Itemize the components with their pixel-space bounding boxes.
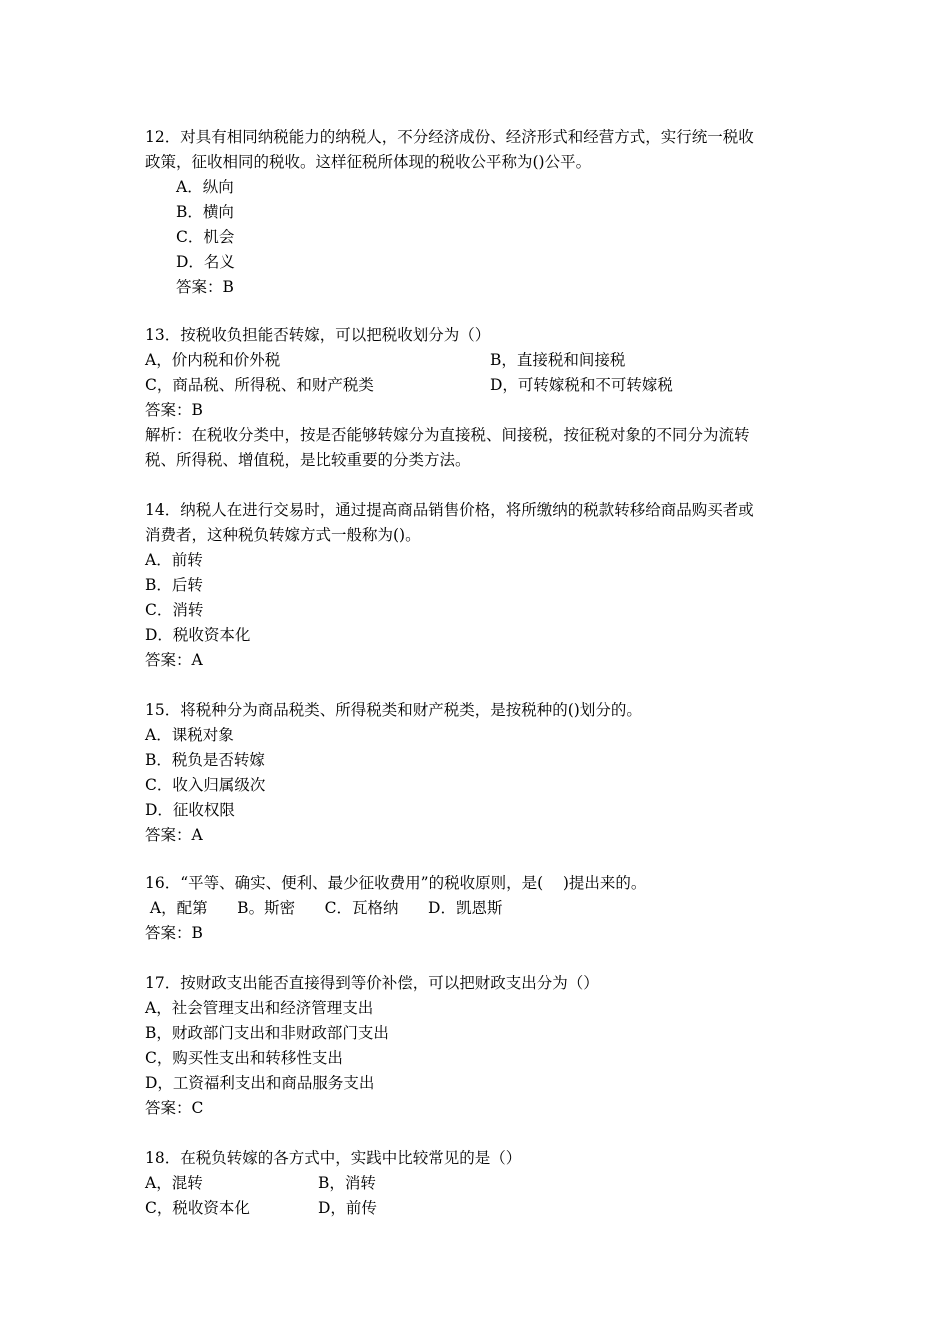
q13-analysis-line1: 解析：在税收分类中，按是否能够转嫁分为直接税、间接税，按征税对象的不同分为流转 bbox=[145, 426, 750, 444]
q14-option-a: A．前转 bbox=[145, 551, 203, 569]
q14-stem-line1: 14．纳税人在进行交易时，通过提高商品销售价格，将所缴纳的税款转移给商品购买者或 bbox=[145, 501, 754, 519]
q17-answer: 答案：C bbox=[145, 1099, 204, 1117]
q16-answer: 答案：B bbox=[145, 924, 203, 942]
q17-option-a: A，社会管理支出和经济管理支出 bbox=[145, 999, 374, 1017]
q15-option-c: C．收入归属级次 bbox=[145, 776, 266, 794]
q15-stem: 15．将税种分为商品税类、所得税类和财产税类，是按税种的()划分的。 bbox=[145, 701, 642, 719]
q14-option-b: B．后转 bbox=[145, 576, 203, 594]
q12-option-c: C．机会 bbox=[176, 228, 235, 246]
q13-option-a: A，价内税和价外税 bbox=[145, 351, 281, 369]
q18-option-a: A，混转 bbox=[145, 1174, 203, 1192]
q13-answer: 答案：B bbox=[145, 401, 203, 419]
q13-stem: 13．按税收负担能否转嫁，可以把税收划分为（） bbox=[145, 326, 491, 344]
q14-option-d: D．税收资本化 bbox=[145, 626, 251, 644]
q12-option-d: D．名义 bbox=[176, 253, 235, 271]
q17-option-b: B，财政部门支出和非财政部门支出 bbox=[145, 1024, 389, 1042]
q18-stem: 18．在税负转嫁的各方式中，实践中比较常见的是（） bbox=[145, 1149, 522, 1167]
q12-option-b: B．横向 bbox=[176, 203, 234, 221]
q12-stem-line2: 政策，征收相同的税收。这样征税所体现的税收公平称为()公平。 bbox=[145, 153, 592, 171]
q15-option-a: A．课税对象 bbox=[145, 726, 234, 744]
q13-option-c: C，商品税、所得税、和财产税类 bbox=[145, 376, 374, 394]
q18-option-c: C，税收资本化 bbox=[145, 1199, 250, 1217]
q14-stem-line2: 消费者，这种税负转嫁方式一般称为()。 bbox=[145, 526, 421, 544]
q17-stem: 17．按财政支出能否直接得到等价补偿，可以把财政支出分为（） bbox=[145, 974, 599, 992]
q13-option-d: D，可转嫁税和不可转嫁税 bbox=[490, 376, 673, 394]
q14-answer: 答案：A bbox=[145, 651, 203, 669]
q18-option-d: D，前传 bbox=[318, 1199, 377, 1217]
q13-option-b: B，直接税和间接税 bbox=[490, 351, 626, 369]
q12-stem-line1: 12．对具有相同纳税能力的纳税人，不分经济成份、经济形式和经营方式，实行统一税收 bbox=[145, 128, 754, 146]
q12-option-a: A．纵向 bbox=[176, 178, 234, 196]
q15-option-d: D．征收权限 bbox=[145, 801, 235, 819]
q12-answer: 答案：B bbox=[176, 278, 234, 296]
q17-option-c: C，购买性支出和转移性支出 bbox=[145, 1049, 343, 1067]
q15-answer: 答案：A bbox=[145, 826, 203, 844]
q16-stem: 16．“平等、确实、便利、最少征收费用”的税收原则，是( )提出来的。 bbox=[145, 874, 647, 892]
q16-options: A，配第 B。斯密 C．瓦格纳 D．凯恩斯 bbox=[145, 899, 503, 917]
q15-option-b: B．税负是否转嫁 bbox=[145, 751, 265, 769]
q14-option-c: C．消转 bbox=[145, 601, 204, 619]
q13-analysis-line2: 税、所得税、增值税，是比较重要的分类方法。 bbox=[145, 451, 471, 469]
q18-option-b: B，消转 bbox=[318, 1174, 376, 1192]
q17-option-d: D，工资福利支出和商品服务支出 bbox=[145, 1074, 375, 1092]
